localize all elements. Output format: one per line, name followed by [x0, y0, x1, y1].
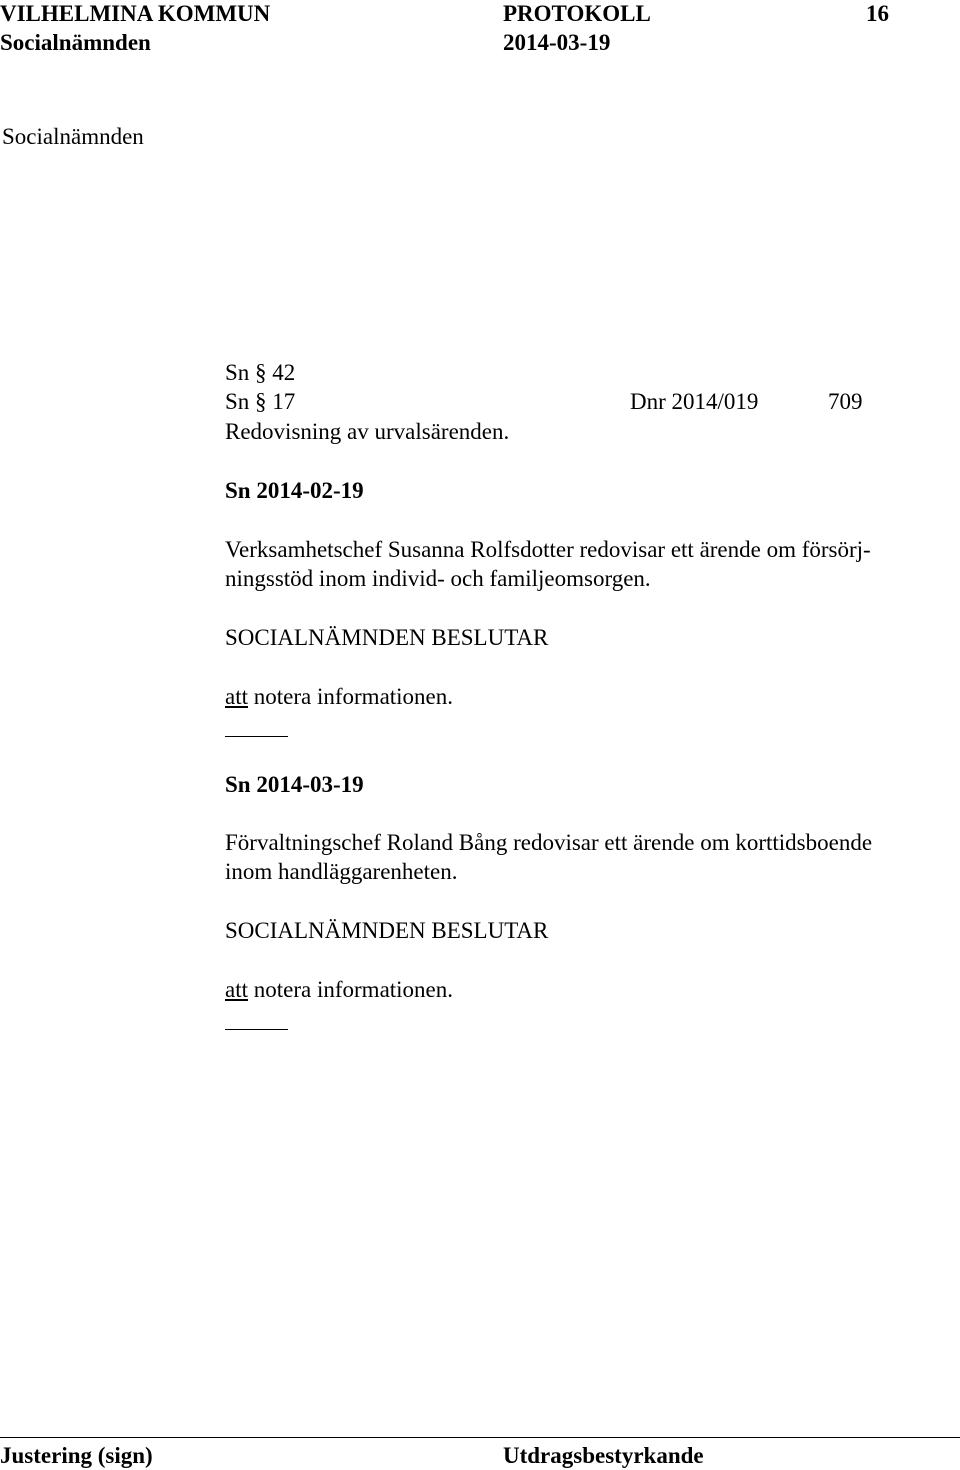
item2-date-heading: Sn 2014-03-19	[225, 772, 364, 797]
paragraph-number-previous: Sn § 17	[225, 389, 296, 414]
item1-body-line1: Verksamhetschef Susanna Rolfsdotter redovisar ett ärende om försörj-	[225, 537, 871, 562]
footer-rule	[0, 1437, 960, 1438]
item1-decision-text: notera informationen.	[248, 684, 454, 709]
item1-end-rule	[225, 736, 288, 737]
footer-justering: Justering (sign)	[0, 1443, 153, 1468]
item1-date-heading: Sn 2014-02-19	[225, 478, 364, 503]
page-number: 16	[866, 1, 889, 26]
item1-decision-att: att	[225, 684, 248, 709]
document-type: PROTOKOLL	[503, 1, 651, 26]
item1-body-line2: ningsstöd inom individ- och familjeomsorgen.	[225, 566, 651, 591]
item2-body-line2: inom handläggarenheten.	[225, 859, 458, 884]
paragraph-title: Redovisning av urvalsärenden.	[225, 419, 510, 444]
meeting-date: 2014-03-19	[503, 30, 611, 55]
committee-name: Socialnämnden	[0, 30, 151, 55]
item2-decision-heading: SOCIALNÄMNDEN BESLUTAR	[225, 918, 549, 943]
item1-decision	[225, 685, 453, 708]
item2-end-rule	[225, 1029, 288, 1030]
item2-body-line1: Förvaltningschef Roland Bång redovisar ett ärende om korttidsboende	[225, 830, 873, 855]
item2-decision-text: notera informationen.	[248, 977, 454, 1002]
paragraph-number-current: Sn § 42	[225, 360, 296, 385]
item2-decision	[225, 978, 453, 1001]
diary-code: 709	[828, 389, 863, 414]
section-heading: Socialnämnden	[2, 124, 144, 149]
diary-number: Dnr 2014/019	[630, 389, 759, 414]
item1-decision-heading: SOCIALNÄMNDEN BESLUTAR	[225, 625, 549, 650]
footer-utdragsbestyrkande: Utdragsbestyrkande	[503, 1443, 704, 1468]
item2-decision-att: att	[225, 977, 248, 1002]
municipality-name: VILHELMINA KOMMUN	[0, 1, 271, 26]
